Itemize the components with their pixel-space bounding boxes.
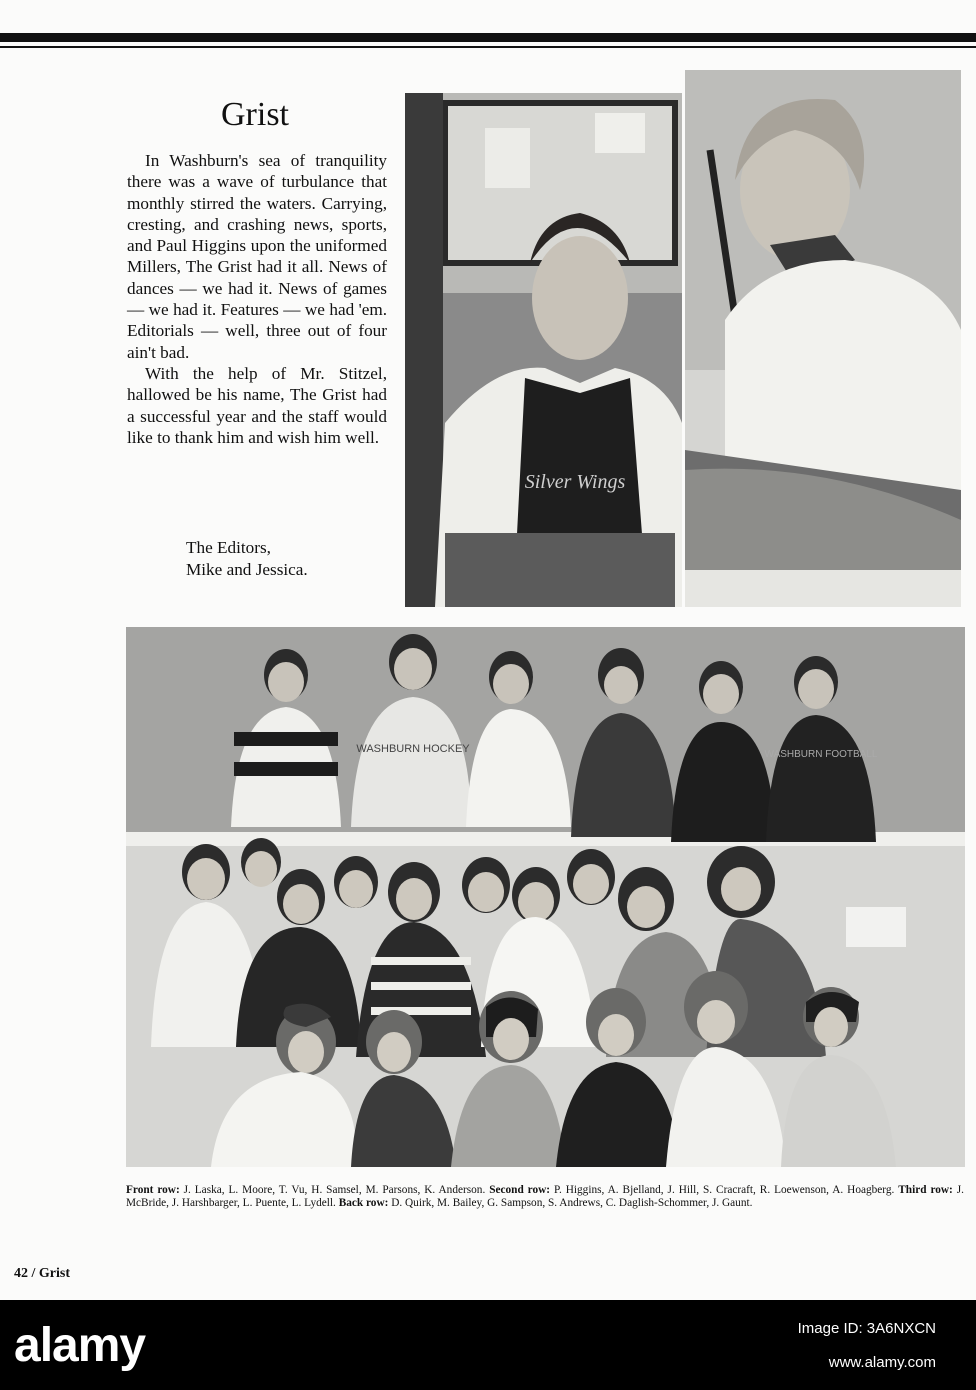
photo-group-image xyxy=(126,627,965,1167)
page-folio xyxy=(14,1266,70,1282)
photo-student-boy xyxy=(405,93,682,607)
photo-student-boy-image xyxy=(405,93,682,607)
page-title: Grist xyxy=(221,96,289,133)
watermark-logo: alamy xyxy=(14,1319,146,1372)
article-text xyxy=(127,150,387,448)
photo-student-girl-image xyxy=(685,70,961,607)
article-paragraph-1: In Washburn's sea of tranquility there was a wave of turbulance that monthly stirred the waters. Carrying, cresting, and crashing news, sports, and Paul Higgins upon the uniformed Millers, The Grist had it all. News of dances — we had it. News of games — we had it. Features — we had 'em. Editorials — well, three out of four ain't bad. xyxy=(127,151,387,362)
caption-front-label: Front row: xyxy=(126,1184,180,1196)
watermark-image-id: Image ID: 3A6NXCN xyxy=(797,1320,936,1337)
shirt-text: Silver Wings xyxy=(524,471,626,493)
hockey-sweater-text: WASHBURN HOCKEY xyxy=(356,743,470,755)
article-paragraph-2: With the help of Mr. Stitzel, hallowed be his name, The Grist had a successful year and the staff would like to thank him and wish him well. xyxy=(127,363,387,447)
top-rule-thin xyxy=(0,46,976,48)
caption-back-label: Back row: xyxy=(338,1197,389,1210)
caption-front-names: J. Laska, L. Moore, T. Vu, H. Samsel, M. Parsons, K. Anderson. xyxy=(183,1184,486,1196)
football-shirt-text: WASHBURN FOOTBALL xyxy=(764,749,878,760)
folio-section: / Grist xyxy=(31,1266,70,1281)
watermark-bar xyxy=(0,1300,976,1390)
caption-third-label: Third row: xyxy=(898,1184,953,1196)
signature xyxy=(186,537,308,580)
page-number: 42 xyxy=(14,1266,28,1281)
watermark-url: www.alamy.com xyxy=(828,1354,936,1371)
caption-back-names: D. Quirk, M. Bailey, G. Sampson, S. Andrews, C. Daglish-Schommer, J. Gaunt. xyxy=(391,1197,753,1210)
signature-line-2: Mike and Jessica. xyxy=(186,559,308,579)
caption-second-label: Second row: xyxy=(489,1184,551,1196)
top-rule xyxy=(0,33,976,42)
signature-line-1: The Editors, xyxy=(186,538,271,557)
photo-caption xyxy=(126,1184,964,1210)
caption-third-names: J. McBride, J. Harshbarger, L. Puente, L. Lydell. xyxy=(126,1184,964,1210)
photo-student-girl xyxy=(685,70,961,607)
photo-grist-staff-group xyxy=(126,627,965,1167)
caption-second-names: P. Higgins, A. Bjelland, J. Hill, S. Cracraft, R. Loewenson, A. Hoagberg. xyxy=(553,1184,895,1196)
